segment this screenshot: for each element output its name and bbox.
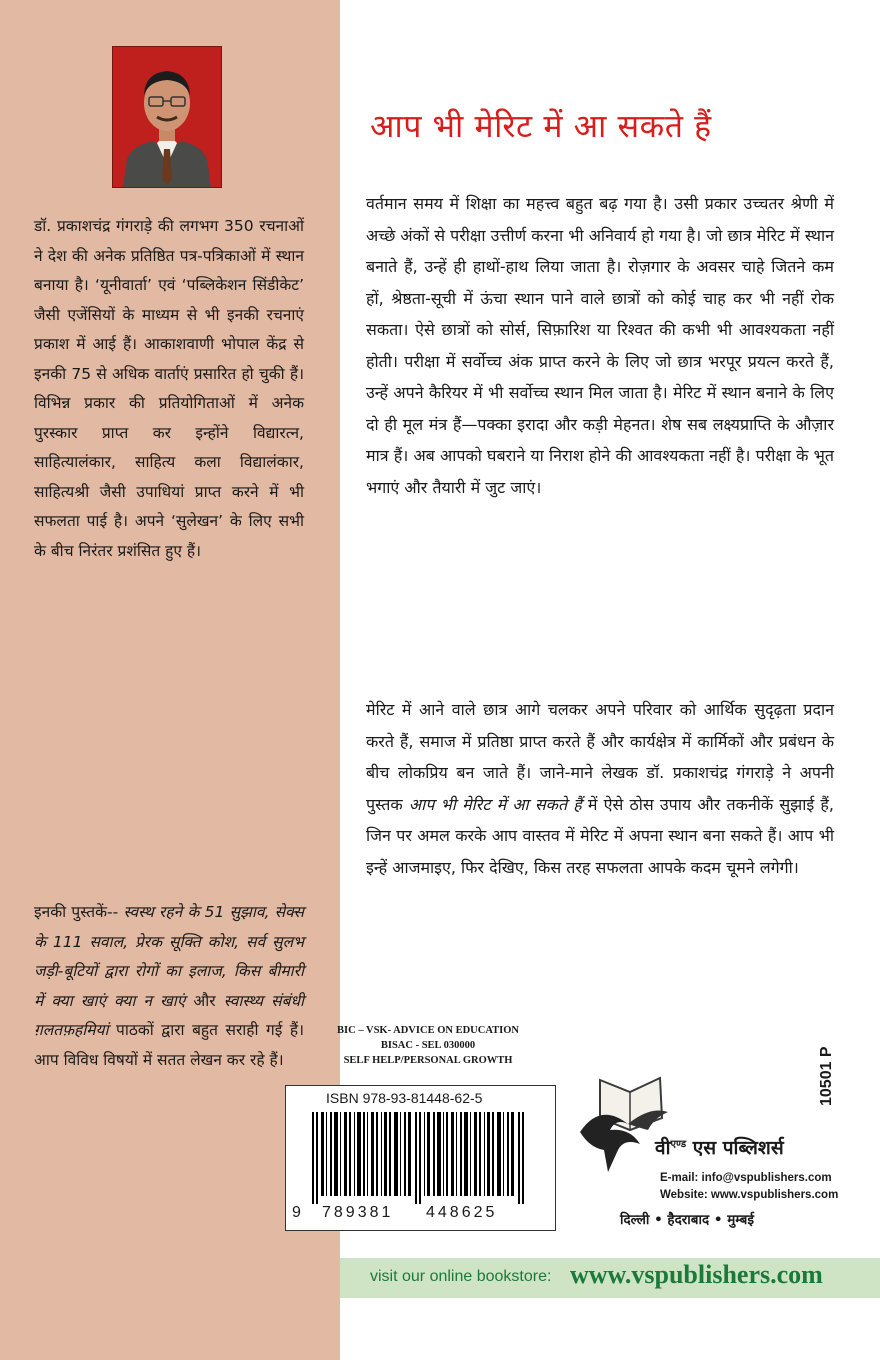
books-and: और — [185, 991, 224, 1010]
books-intro: इनकी पुस्तकें-- — [34, 903, 124, 921]
barcode-bars — [294, 1112, 546, 1204]
books-outro: पाठकों द्वारा बहुत सराही गई हैं। आप विविध विषयों में सतत लेखन कर रहे हैं। — [34, 1021, 304, 1069]
isbn-number: ISBN 978-93-81448-62-5 — [326, 1090, 483, 1106]
bookstore-link[interactable]: www.vspublishers.com — [570, 1260, 823, 1289]
books-last-title: स्वास्थ्य संबंधी ग़लतफ़हमियां — [34, 991, 304, 1039]
paragraph2-book-title: आप भी मेरिट में आ सकते हैं — [408, 794, 582, 814]
paragraph2-after: में ऐसे ठोस उपाय और तकनीकें सुझाई हैं, जिन पर अमल करके आप वास्तव में मेरिट में अपना स्थान बना सकते हैं। आप भी इन्हें आजमाइए, फिर देखिए, किस तरह सफलता आपके कदम चूमने लगेगी। — [366, 794, 834, 877]
publisher-name-small: एण्ड — [670, 1139, 687, 1150]
barcode-digit-first: 9 — [292, 1204, 304, 1221]
bisac-code: BISAC - SEL 030000 — [380, 1040, 476, 1051]
barcode-digits-left: 789381 — [322, 1204, 394, 1221]
classification-block — [313, 1023, 543, 1068]
blurb-paragraph-1: वर्तमान समय में शिक्षा का महत्त्व बहुत बढ़ गया है। उसी प्रकार उच्चतर श्रेणी में अच्छे अंकों से परीक्षा उत्तीर्ण करना भी अनिवार्य हो गया है। जो छात्र मेरिट में स्थान बनाते हैं, उन्हें ही हाथों-हाथ लिया जाता है। रोज़गार के अवसर चाहे जितने कम हों, श्रेष्ठता-सूची में ऊंचा स्थान पाने वाले छात्रों को कोई चाह कर भी नहीं रोक सकता। ऐसे छात्रों को सोर्स, सिफ़ारिश या रिश्वत की कभी भी आवश्यकता नहीं होती। परीक्षा में सर्वोच्च अंक प्राप्त करने के लिए जो छात्र भरपूर प्रयत्न करते हैं, उन्हें अपने कैरियर में भी सर्वोच्च स्थान मिल जाता है। मेरिट में स्थान बनाने के लिए दो ही मूल मंत्र हैं—पक्का इरादा और कड़ी मेहनत। शेष सब लक्ष्यप्राप्ति के औज़ार मात्र हैं। अब आपको घबराने या निराश होने की आवश्यकता नहीं है। परीक्षा के भूत भगाएं और तैयारी में जुट जाएं। — [366, 194, 834, 497]
category-label: SELF HELP/PERSONAL GROWTH — [343, 1055, 513, 1066]
publisher-email: E-mail: info@vspublishers.com — [660, 1172, 832, 1184]
isbn-barcode — [285, 1085, 556, 1231]
barcode-digits-right: 448625 — [426, 1204, 498, 1221]
bookstore-label: visit our online bookstore: — [370, 1268, 552, 1285]
publisher-website: Website: www.vspublishers.com — [660, 1189, 839, 1201]
paragraph2-before: मेरिट में आने वाले छात्र आगे चलकर अपने परिवार को आर्थिक सुदृढ़ता प्रदान करते हैं, समाज में प्रतिष्ठा प्राप्त करते हैं और कार्यक्षेत्र में कार्मिकों और प्रबंधन के बीच लोकप्रिय बन जाते हैं। जाने-माने लेखक डॉ. प्रकाशचंद्र गंगराड़े ने अपनी पुस्तक — [366, 700, 834, 814]
publisher-cities: दिल्ली • हैदराबाद • मुम्बई — [620, 1212, 754, 1228]
book-title: आप भी मेरिट में आ सकते हैं — [370, 107, 712, 145]
publisher-name — [655, 1134, 784, 1160]
publisher-logo — [570, 1072, 680, 1176]
bookstore-strip — [340, 1258, 880, 1298]
product-code: 10501 P — [818, 1046, 835, 1106]
author-books — [34, 898, 304, 1075]
bic-code: BIC – VSK- ADVICE ON EDUCATION — [337, 1025, 519, 1036]
books-titles: स्वस्थ रहने के 51 सुझाव, सेक्स के 111 सवाल, प्रेरक सूक्ति कोश, सर्व सुलभ जड़ी-बूटियों द्वारा रोगों का इलाज, किस बीमारी में क्या खाएं क्या न खाएं — [34, 903, 304, 1010]
author-bio: डॉ. प्रकाशचंद्र गंगराड़े की लगभग 350 रचनाओं ने देश की अनेक प्रतिष्ठित पत्र-पत्रिकाओं में स्थान बनाया है। ‘यूनीवार्ता’ एवं ‘पब्लिकेशन सिंडीकेट’ जैसी एजेंसियों के माध्यम से भी इनकी रचनाएं प्रकाश में आई हैं। आकाशवाणी भोपाल केंद्र से इनकी 75 से अधिक वार्ताएं प्रसारित हो चुकी हैं। विभिन्न प्रकार की प्रतियोगिताओं में अनेक पुरस्कार प्राप्त कर इन्होंने विद्यारत्न, साहित्यालंकार, साहित्य कला विद्यालंकार, साहित्यश्री जैसी उपाधियां प्राप्त करने में भी सफलता पाई है। अपने ‘सुलेखन’ के लिए सभी के बीच निरंतर प्रशंसित हुए हैं। — [34, 217, 304, 560]
publisher-name-rest: एस पब्लिशर्स — [692, 1137, 784, 1159]
publisher-name-main: वी — [655, 1137, 671, 1159]
author-photo — [112, 46, 222, 188]
blurb-paragraph-2 — [366, 694, 834, 883]
